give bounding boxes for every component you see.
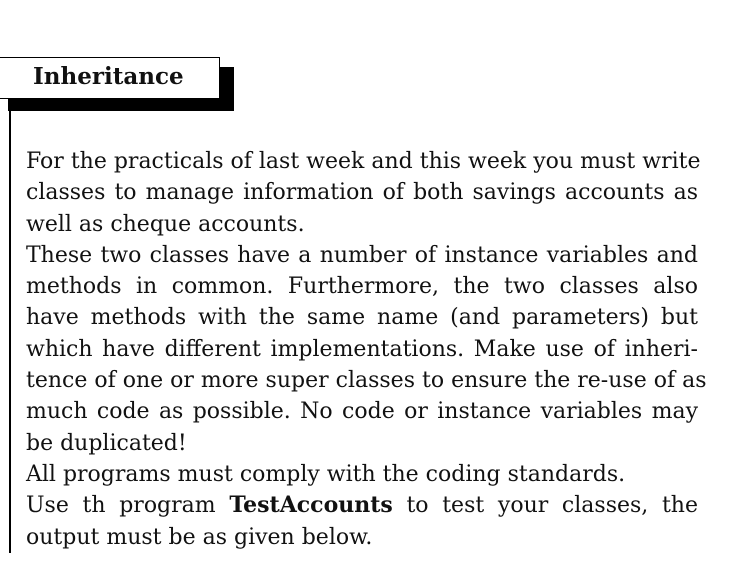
text-line: well as cheque accounts. [26, 211, 305, 237]
text-line: methods in common. Furthermore, the two classes also [26, 274, 698, 300]
text-line: output must be as given below. [26, 524, 373, 550]
text-line: These two classes have a number of instance variables and [26, 242, 698, 268]
text-line: tence of one or more super classes to ensure the re-use of as [26, 368, 707, 394]
text-line: All programs must comply with the coding standards. [26, 461, 626, 487]
program-name: TestAccounts [229, 492, 393, 519]
left-vertical-rule [9, 99, 11, 553]
body-text [26, 146, 707, 553]
text-line: have methods with the same name (and parameters) but [26, 305, 698, 331]
text-line: be duplicated! [26, 430, 187, 456]
text-line: much code as possible. No code or instance variables may [26, 399, 698, 425]
test-instruction-line [26, 490, 698, 521]
text-line: classes to manage information of both savings accounts as [26, 180, 698, 206]
text-line: which have different implementations. Make use of inheri- [26, 336, 698, 362]
section-title: Inheritance [33, 63, 184, 90]
test-line-before: Use th program [26, 493, 230, 519]
test-line-after: to test your classes, the [392, 493, 698, 519]
text-line: For the practicals of last week and this week you must write [26, 149, 701, 174]
